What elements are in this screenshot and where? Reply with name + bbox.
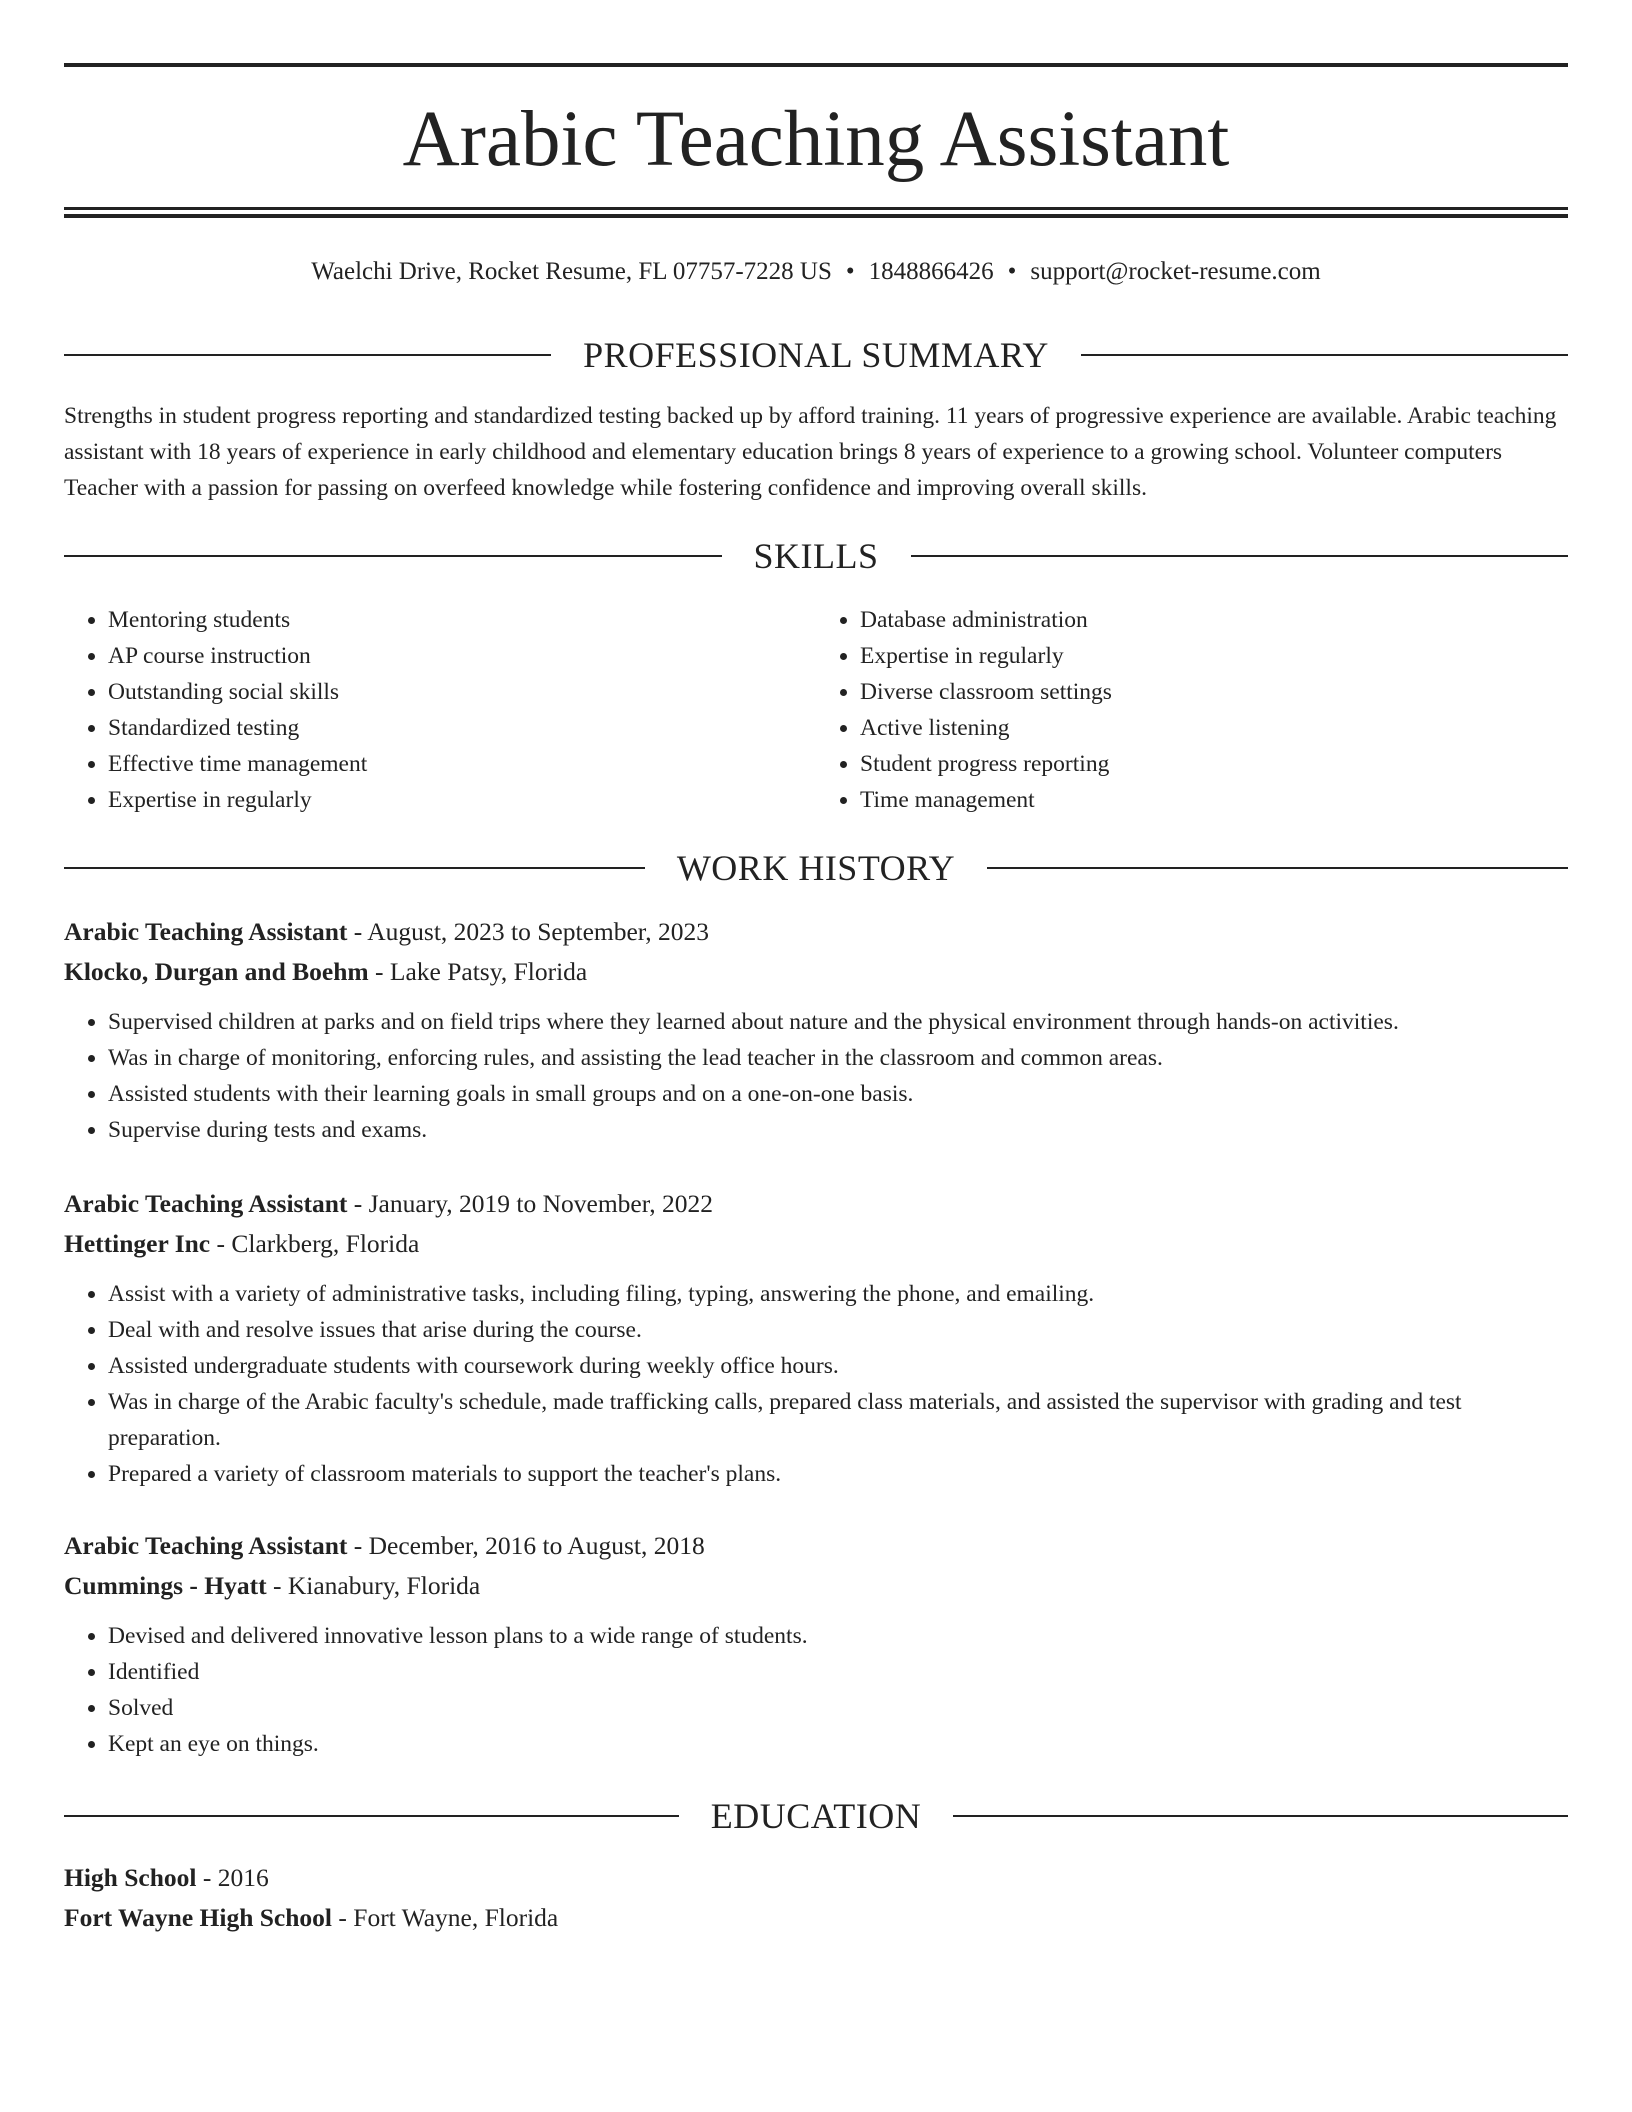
job-bullets [64, 1276, 1568, 1492]
job-company: Klocko, Durgan and Boehm [64, 957, 369, 986]
job-title: Arabic Teaching Assistant [64, 917, 348, 946]
job-bullet: • Identified [108, 1654, 1568, 1690]
school-location: - Fort Wayne, Florida [332, 1903, 559, 1932]
separator: • [845, 258, 855, 285]
job-bullet: • Assisted undergraduate students with coursework during weekly office hours. [108, 1348, 1568, 1384]
job-bullet: • Assisted students with their learning goals in small groups and on a one-on-one basis. [108, 1076, 1568, 1112]
skills-list [64, 602, 1568, 818]
education-entry [64, 1858, 1568, 1938]
job-entry [64, 1526, 1568, 1762]
heading-rule [64, 555, 722, 557]
section-heading-work [64, 846, 1568, 890]
job-bullet: • Was in charge of monitoring, enforcing rules, and assisting the lead teacher in the classroom and common areas. [108, 1040, 1568, 1076]
skills-column-right [816, 602, 1568, 818]
skills-column-left [64, 602, 816, 818]
graduation-year: - 2016 [196, 1863, 269, 1892]
skill-item: • Time management [860, 782, 1568, 818]
job-bullet: • Deal with and resolve issues that arise during the course. [108, 1312, 1568, 1348]
job-bullet: • Solved [108, 1690, 1568, 1726]
degree: High School [64, 1863, 197, 1892]
summary-text: Strengths in student progress reporting and standardized testing backed up by afford training. 11 years of progressive experience are available. Arabic teaching assistant with 18 years of experience in early childhood and elementary education brings 8 years of experience to a growing school. Volunteer computers Teacher with a passion for passing on overfeed knowledge while fostering confidence and improving overall skills. [64, 403, 1557, 501]
job-entry [64, 912, 1568, 1148]
section-heading-education [64, 1794, 1568, 1838]
email: support@rocket-resume.com [1030, 258, 1321, 285]
section-title: SKILLS [753, 536, 879, 576]
job-company-line [64, 952, 1568, 992]
heading-rule [987, 867, 1568, 869]
skill-item: • Mentoring students [108, 602, 816, 638]
skill-item: • Standardized testing [108, 710, 816, 746]
skill-item: • Diverse classroom settings [860, 674, 1568, 710]
section-heading-summary [64, 333, 1568, 377]
resume-name: Arabic Teaching Assistant [402, 96, 1230, 183]
section-heading-skills [64, 534, 1568, 578]
job-bullets [64, 1618, 1568, 1762]
double-rule [64, 207, 1568, 218]
contact-line [64, 254, 1568, 290]
heading-rule [64, 867, 645, 869]
job-dates: - August, 2023 to September, 2023 [347, 917, 710, 946]
heading-rule [1081, 354, 1568, 356]
job-dates: - December, 2016 to August, 2018 [347, 1531, 705, 1560]
address: Waelchi Drive, Rocket Resume, FL 07757-7228 US [311, 258, 832, 285]
job-title-line [64, 1526, 1568, 1566]
heading-rule [911, 555, 1569, 557]
job-bullet: • Devised and delivered innovative lesson plans to a wide range of students. [108, 1618, 1568, 1654]
job-location: - Clarkberg, Florida [210, 1229, 420, 1258]
school: Fort Wayne High School [64, 1903, 333, 1932]
school-line [64, 1898, 1568, 1938]
job-bullet: • Supervised children at parks and on field trips where they learned about nature and the physical environment through hands-on activities. [108, 1004, 1568, 1040]
job-bullet: • Supervise during tests and exams. [108, 1112, 1568, 1148]
separator: • [1007, 258, 1017, 285]
job-company: Hettinger Inc [64, 1229, 211, 1258]
skill-item: • AP course instruction [108, 638, 816, 674]
skill-item: • Student progress reporting [860, 746, 1568, 782]
skill-item: • Expertise in regularly [108, 782, 816, 818]
skill-item: • Database administration [860, 602, 1568, 638]
degree-line [64, 1858, 1568, 1898]
job-company-line [64, 1224, 1568, 1264]
job-company: Cummings - Hyatt [64, 1571, 267, 1600]
job-company-line [64, 1566, 1568, 1606]
section-title: PROFESSIONAL SUMMARY [583, 335, 1049, 375]
heading-rule [64, 1815, 679, 1817]
phone: 1848866426 [868, 258, 994, 285]
skill-item: • Outstanding social skills [108, 674, 816, 710]
skill-item: • Effective time management [108, 746, 816, 782]
job-dates: - January, 2019 to November, 2022 [347, 1189, 713, 1218]
job-bullets [64, 1004, 1568, 1148]
job-bullet: • Assist with a variety of administrative tasks, including filing, typing, answering the phone, and emailing. [108, 1276, 1568, 1312]
job-bullet: • Was in charge of the Arabic faculty's schedule, made trafficking calls, prepared class materials, and assisted the supervisor with grading and test preparation. [108, 1384, 1568, 1456]
job-entry [64, 1184, 1568, 1492]
section-title: WORK HISTORY [676, 848, 956, 888]
job-title-line [64, 1184, 1568, 1224]
top-rule [64, 63, 1568, 67]
job-bullet: • Kept an eye on things. [108, 1726, 1568, 1762]
job-location: - Kianabury, Florida [266, 1571, 481, 1600]
job-title: Arabic Teaching Assistant [64, 1189, 348, 1218]
job-title-line [64, 912, 1568, 952]
heading-rule [64, 354, 551, 356]
section-title: EDUCATION [710, 1796, 922, 1836]
job-location: - Lake Patsy, Florida [368, 957, 588, 986]
skill-item: • Expertise in regularly [860, 638, 1568, 674]
heading-rule [953, 1815, 1568, 1817]
skill-item: • Active listening [860, 710, 1568, 746]
job-title: Arabic Teaching Assistant [64, 1531, 348, 1560]
job-bullet: • Prepared a variety of classroom materials to support the teacher's plans. [108, 1456, 1568, 1492]
